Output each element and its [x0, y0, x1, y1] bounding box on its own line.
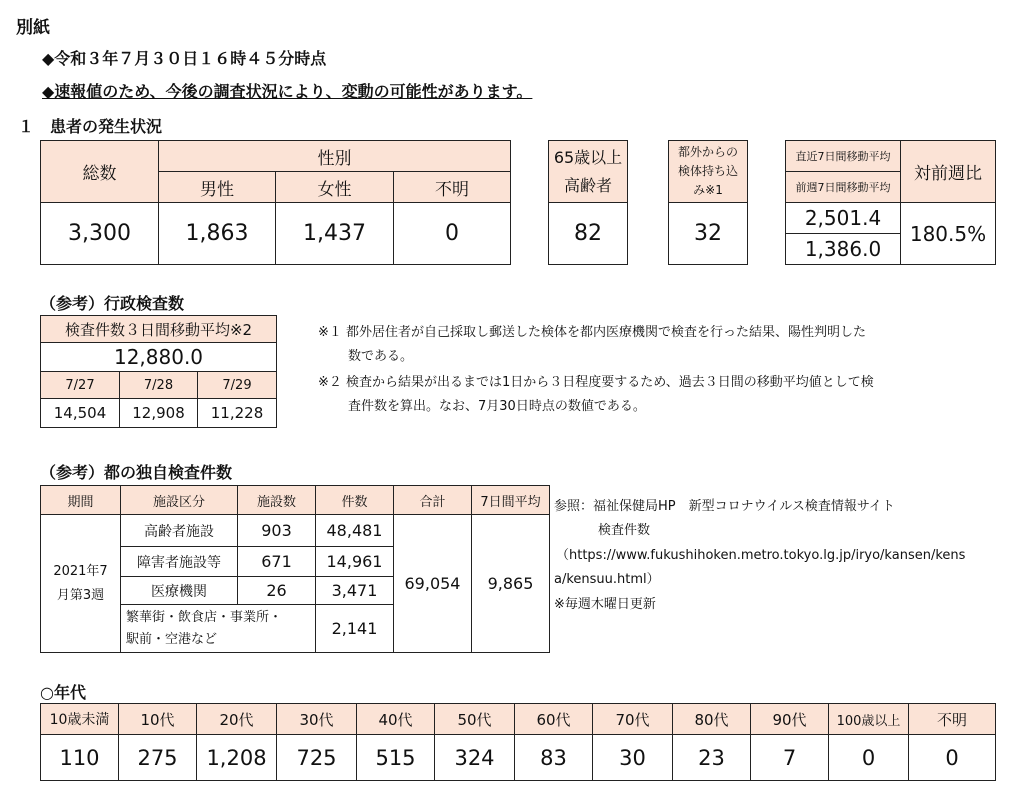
note-2b: 査件数を算出。なお、7月30日時点の数値である。 — [348, 399, 646, 414]
elderly-label — [549, 141, 628, 203]
age-label: 30代 — [277, 704, 357, 735]
admin-table — [40, 315, 277, 428]
total-value: 3,300 — [41, 203, 159, 265]
admin-date: 7/27 — [41, 372, 120, 399]
female-label: 女性 — [276, 172, 394, 203]
age-label: 70代 — [593, 704, 673, 735]
note-1a: ※１ 都外居住者が自己採取し郵送した検体を都内医療機関で検査を行った結果、陽性判明した — [318, 325, 867, 340]
elderly-value: 82 — [549, 203, 628, 265]
age-value: 0 — [829, 735, 909, 781]
admin-date: 7/28 — [120, 372, 198, 399]
age-label: 不明 — [909, 704, 996, 735]
own-facility-other — [121, 605, 316, 653]
age-table — [40, 703, 996, 781]
age-label: 60代 — [515, 704, 593, 735]
age-value: 30 — [593, 735, 673, 781]
own-count: 26 — [238, 577, 316, 605]
age-label: 10歳未満 — [41, 704, 119, 735]
age-value: 515 — [357, 735, 435, 781]
moving-average-table — [785, 140, 996, 265]
sex-label: 性別 — [159, 141, 511, 172]
female-value: 1,437 — [276, 203, 394, 265]
admin-date: 7/29 — [198, 372, 277, 399]
age-label: 100歳以上 — [829, 704, 909, 735]
own-cases: 3,471 — [316, 577, 394, 605]
own-h-facility: 施設区分 — [121, 486, 238, 515]
own-h-cases: 件数 — [316, 486, 394, 515]
own-h-period: 期間 — [41, 486, 121, 515]
page-title: 別紙 — [16, 18, 50, 38]
patients-table — [40, 140, 511, 265]
age-value: 0 — [909, 735, 996, 781]
ref-line-5: ※毎週木曜日更新 — [554, 597, 656, 612]
ref-line-2: 検査件数 — [598, 523, 651, 538]
note-1b: 数である。 — [348, 349, 414, 364]
own-facility-other-line2: 駅前・空港など — [126, 631, 218, 647]
avg-prev-value: 1,386.0 — [786, 234, 901, 265]
ref-line-3: （https://www.fukushihoken.metro.tokyo.lg.jp/iryo/kansen/kens — [556, 548, 966, 563]
own-facility: 障害者施設等 — [121, 547, 238, 577]
own-count: 903 — [238, 515, 316, 547]
male-label: 男性 — [159, 172, 276, 203]
male-value: 1,863 — [159, 203, 276, 265]
outside-label-line2: 検体持ち込 — [677, 164, 738, 178]
age-value-row — [41, 735, 996, 781]
age-title: ○年代 — [40, 683, 86, 702]
unknown-value: 0 — [394, 203, 511, 265]
own-count: 671 — [238, 547, 316, 577]
own-facility: 医療機関 — [121, 577, 238, 605]
age-label: 40代 — [357, 704, 435, 735]
own-avg: 9,865 — [472, 515, 550, 653]
own-h-count: 施設数 — [238, 486, 316, 515]
own-title: （参考）都の独自検査件数 — [40, 463, 233, 482]
own-facility-other-line1: 繁華街・飲食店・事業所・ — [126, 609, 283, 625]
age-value: 275 — [119, 735, 197, 781]
elderly-label-line1: 65歳以上 — [553, 147, 623, 167]
unknown-label: 不明 — [394, 172, 511, 203]
admin-value: 11,228 — [198, 399, 277, 428]
age-label: 80代 — [673, 704, 751, 735]
ref-line-1: 参照：福祉保健局HP 新型コロナウイルス検査情報サイト — [554, 499, 895, 514]
disclaimer-line: ◆速報値のため、今後の調査状況により、変動の可能性があります。 — [42, 82, 533, 101]
own-period-line1: 2021年7 — [53, 563, 108, 579]
outside-value: 32 — [669, 203, 748, 265]
admin-value: 12,908 — [120, 399, 198, 428]
own-h-avg: 7日間平均 — [472, 486, 550, 515]
age-label: 20代 — [197, 704, 277, 735]
age-label-row — [41, 704, 996, 735]
total-label: 総数 — [41, 141, 159, 203]
age-label: 50代 — [435, 704, 515, 735]
outside-label-line1: 都外からの — [677, 145, 738, 159]
age-value: 1,208 — [197, 735, 277, 781]
elderly-label-line2: 高齢者 — [563, 175, 612, 195]
ref-line-4: a/kensuu.html） — [554, 572, 660, 587]
own-cases: 2,141 — [316, 605, 394, 653]
own-total: 69,054 — [394, 515, 472, 653]
age-value: 23 — [673, 735, 751, 781]
note-2a: ※２ 検査から結果が出るまでは1日から３日程度要するため、過去３日間の移動平均値として検 — [318, 375, 874, 390]
own-facility: 高齢者施設 — [121, 515, 238, 547]
own-cases: 14,961 — [316, 547, 394, 577]
avg-recent-value: 2,501.4 — [786, 203, 901, 234]
admin-title: （参考）行政検査数 — [40, 294, 185, 313]
outside-table — [668, 140, 748, 265]
own-test-table — [40, 485, 550, 653]
avg-recent-label: 直近7日間移動平均 — [786, 141, 901, 172]
age-value: 83 — [515, 735, 593, 781]
avg-prev-label: 前週7日間移動平均 — [786, 172, 901, 203]
own-h-total: 合計 — [394, 486, 472, 515]
outside-label-line3: み※1 — [693, 183, 723, 197]
age-label: 10代 — [119, 704, 197, 735]
admin-value: 14,504 — [41, 399, 120, 428]
elderly-table — [548, 140, 628, 265]
age-value: 725 — [277, 735, 357, 781]
section-title: １ 患者の発生状況 — [18, 117, 163, 136]
admin-header: 検査件数３日間移動平均※2 — [41, 316, 277, 343]
age-value: 110 — [41, 735, 119, 781]
age-label: 90代 — [751, 704, 829, 735]
ratio-value: 180.5% — [901, 203, 996, 265]
ratio-label: 対前週比 — [901, 141, 996, 203]
admin-avg: 12,880.0 — [41, 343, 277, 372]
age-value: 324 — [435, 735, 515, 781]
own-cases: 48,481 — [316, 515, 394, 547]
outside-label — [669, 141, 748, 203]
own-period-line2: 月第3週 — [56, 587, 105, 603]
timestamp-line: ◆令和３年７月３０日１６時４５分時点 — [42, 49, 327, 68]
age-value: 7 — [751, 735, 829, 781]
own-period — [41, 515, 121, 653]
